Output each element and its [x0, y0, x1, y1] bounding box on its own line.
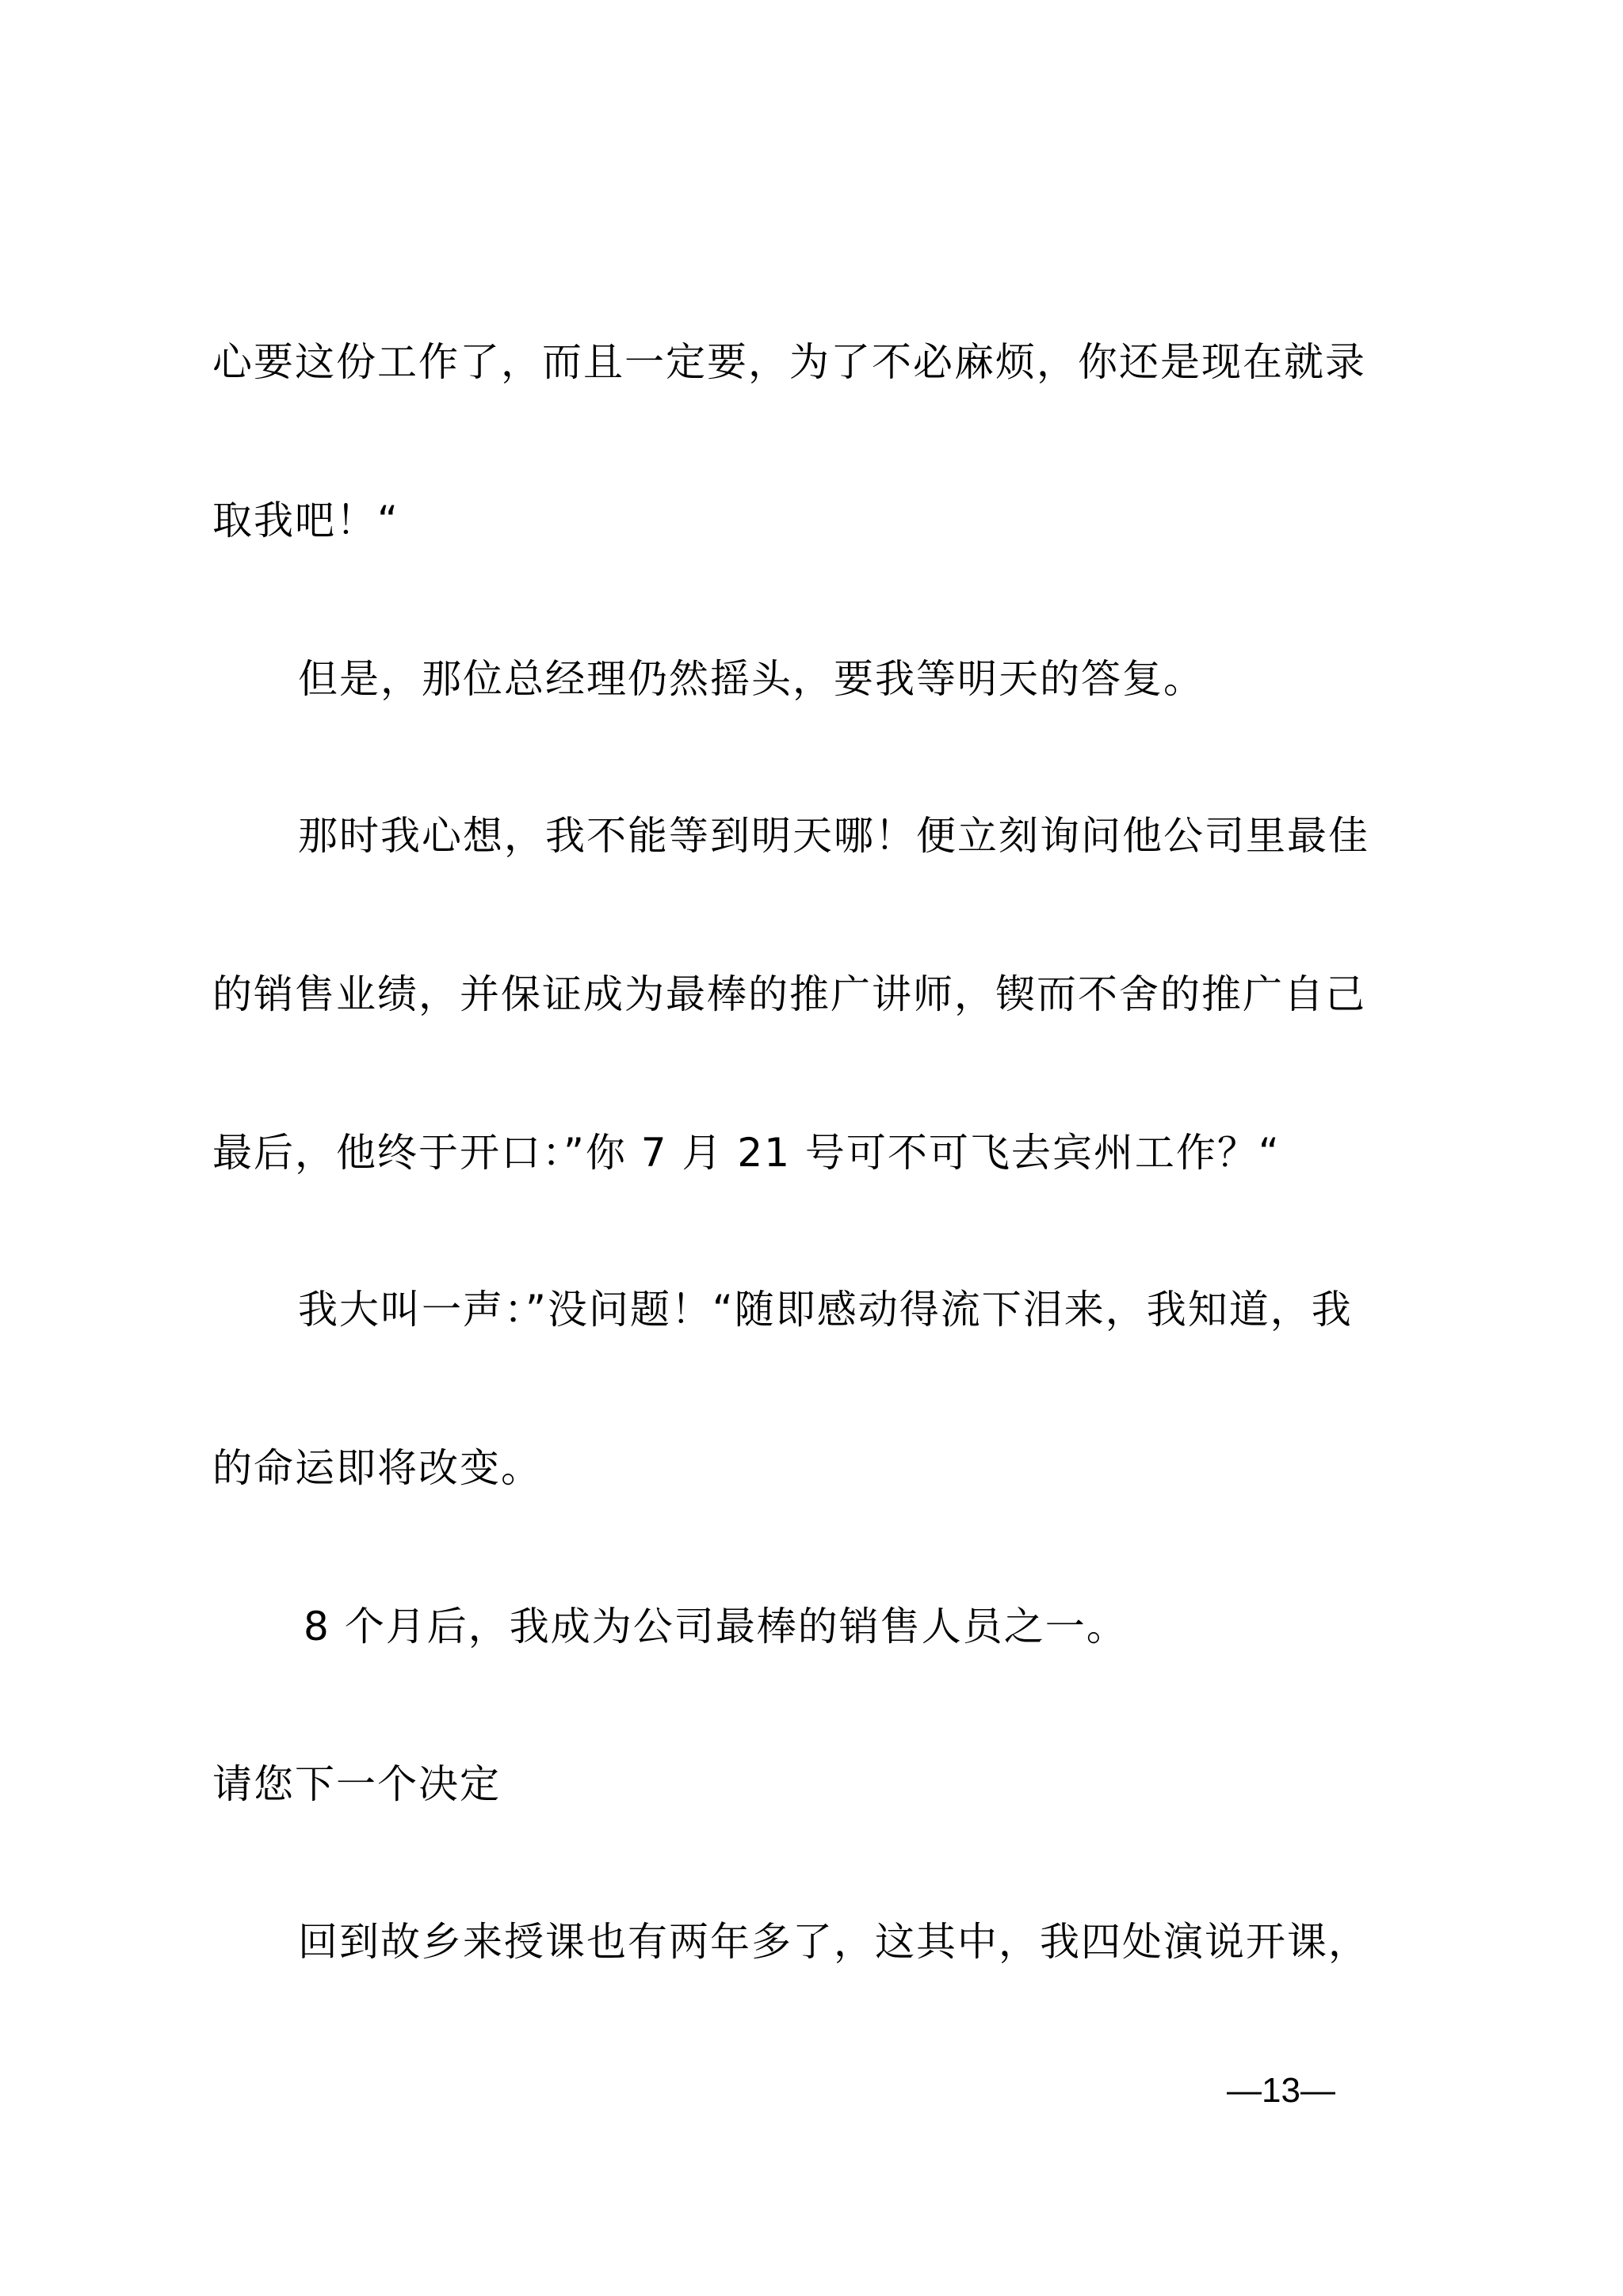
- paragraph-line: 最后，他终于开口：”你 7 月 21 号可不可飞去宾州工作？“: [212, 1130, 1281, 1176]
- paragraph-line: 的销售业绩，并保证成为最棒的推广讲师，锲而不舍的推广自己: [212, 971, 1366, 1017]
- paragraph-line: 但是，那位总经理仍然摇头，要我等明天的答复。: [298, 656, 1205, 702]
- paragraph-line: 回到故乡来授课也有两年多了，这其中，我四处演说开课，: [298, 1919, 1369, 1965]
- paragraph-line: 取我吧！“: [212, 498, 399, 543]
- page-number: —13—: [1227, 2071, 1335, 2110]
- paragraph-line: 我大叫一声：”没问题！“随即感动得流下泪来，我知道，我: [298, 1287, 1353, 1333]
- paragraph-line: 心要这份工作了，而且一定要，为了不必麻烦，你还是现在就录: [212, 339, 1366, 385]
- paragraph-line: 那时我心想，我不能等到明天哪！便立刻询问他公司里最佳: [298, 813, 1369, 859]
- section-heading: 请您下一个决定: [212, 1761, 501, 1807]
- paragraph-line: 8 个月后，我成为公司最棒的销售人员之一。: [304, 1604, 1128, 1650]
- paragraph-line: 的命运即将改变。: [212, 1445, 542, 1491]
